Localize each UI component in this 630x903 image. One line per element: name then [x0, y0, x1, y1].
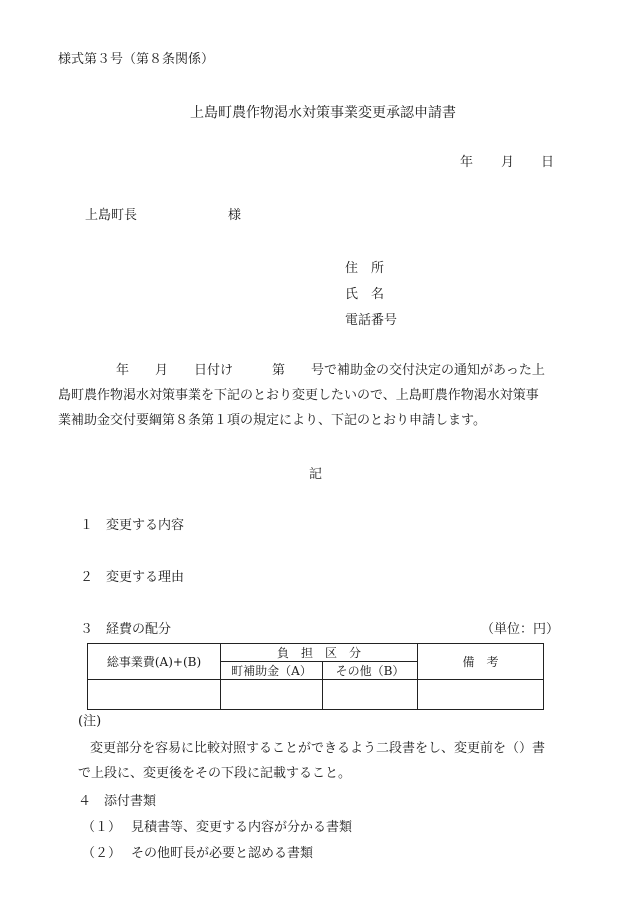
- addressee-name: 上島町長: [85, 208, 138, 223]
- applicant-name-label: 氏 名: [345, 287, 385, 302]
- attachment-1-number: （１）: [82, 820, 122, 835]
- addressee-honorific: 様: [228, 208, 242, 223]
- body-line: 島町農作物渇水対策事業を下記のとおり変更したいので、上島町農作物渇水対策事: [58, 388, 539, 403]
- note-paragraph: [78, 736, 558, 786]
- document-title: 上島町農作物渇水対策事業変更承認申請書: [190, 105, 456, 121]
- date-year: 年: [460, 155, 474, 170]
- header-town-subsidy: 町補助金（A）: [221, 662, 323, 680]
- header-other: その他（B）: [323, 662, 418, 680]
- body-paragraph: [58, 358, 558, 433]
- note-line: で上段に、変更後をその下段に記載すること。: [78, 766, 352, 781]
- header-burden-category: 負 担 区 分: [221, 644, 418, 662]
- cost-table: [87, 643, 544, 710]
- item-attachments: ４ 添付書類: [78, 794, 157, 809]
- attachment-2-number: （２）: [82, 846, 122, 861]
- form-number: 様式第３号（第８条関係）: [58, 52, 215, 67]
- unit-label: （単位：円）: [481, 622, 560, 637]
- applicant-phone-label: 電話番号: [345, 313, 398, 328]
- body-line: 業補助金交付要綱第８条第１項の規定により、下記のとおり申請します。: [58, 413, 486, 428]
- header-total-cost: 総事業費(A)+(B): [88, 644, 221, 680]
- item-cost-allocation: ３ 経費の配分: [80, 622, 172, 637]
- note-line: 変更部分を容易に比較対照することができるよう二段書をし、変更前を（）書: [90, 741, 546, 756]
- attachment-1: 見積書等、変更する内容が分かる書類: [131, 820, 353, 835]
- applicant-address-label: 住 所: [345, 261, 385, 276]
- header-remarks: 備 考: [418, 644, 544, 680]
- ki-heading: 記: [309, 467, 323, 482]
- attachment-2: その他町長が必要と認める書類: [131, 846, 314, 861]
- item-change-reason: ２ 変更する理由: [80, 570, 185, 585]
- item-change-content: １ 変更する内容: [80, 518, 185, 533]
- date-day: 日: [541, 155, 555, 170]
- body-line: 年 月 日付け 第 号で補助金の交付決定の通知があった上: [116, 363, 545, 378]
- cell-town-subsidy[interactable]: [221, 680, 323, 710]
- cell-remarks[interactable]: [418, 680, 544, 710]
- date-month: 月: [501, 155, 515, 170]
- cell-total-cost[interactable]: [88, 680, 221, 710]
- cell-other[interactable]: [323, 680, 418, 710]
- note-label: (注): [78, 714, 102, 729]
